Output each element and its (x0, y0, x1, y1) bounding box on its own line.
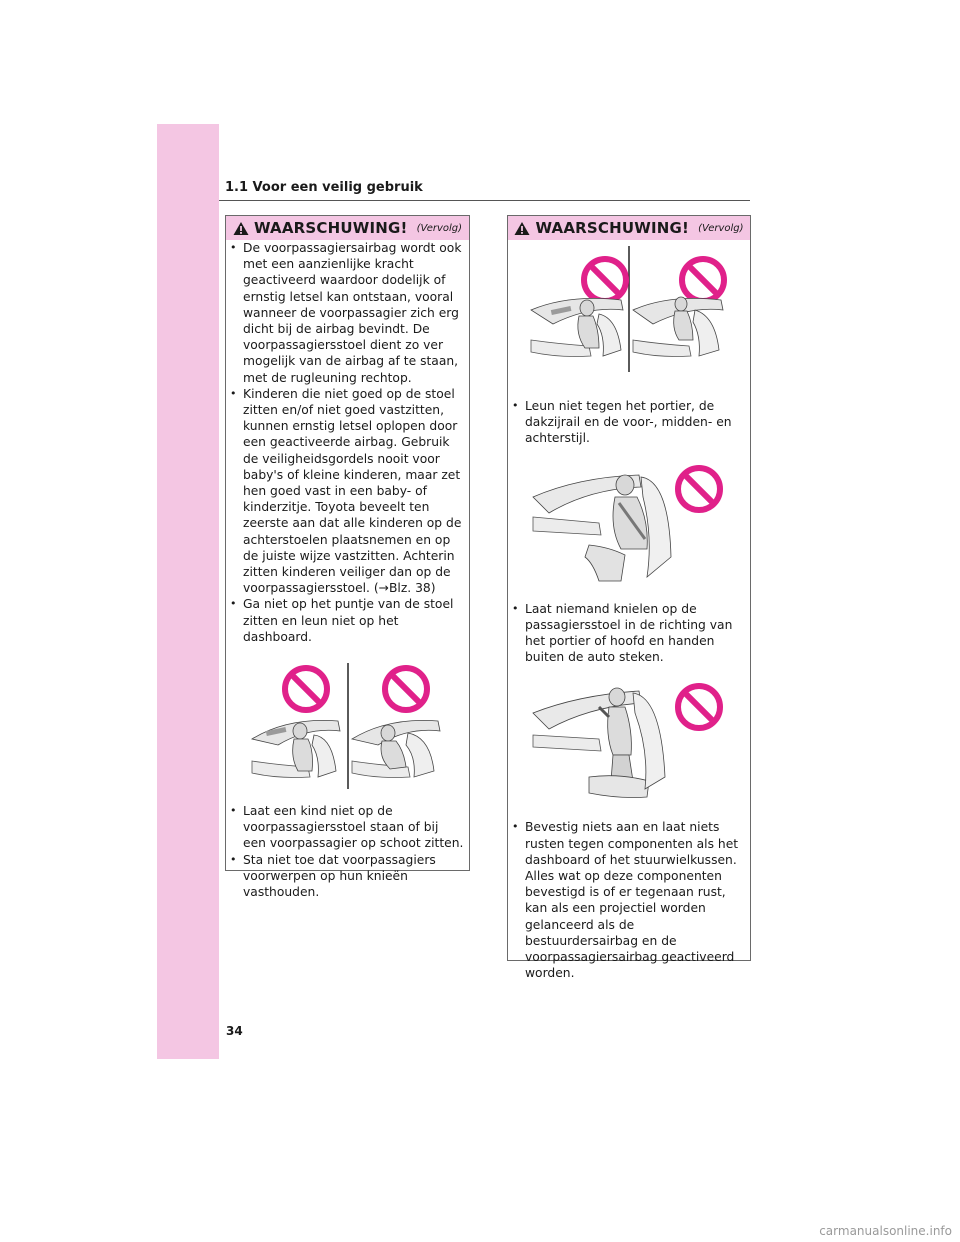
warning-list (226, 240, 469, 645)
list-item: • Kinderen die niet goed op de stoel zitten en/of niet goed vastzitten, kunnen ernstig letsel oplopen door een geactiveerde airbag. Gebruik de veiligheidsgordels nooit voor baby's of kleine kinderen, maar zet hen goed vast in een baby- of kinderzitje. Toyota beveelt ten zeerste aan dat alle kinderen op de achterstoelen plaatsnemen en op de juiste wijze vastzitten. Achterin zitten kinderen veiliger dan op de voorpassagiersstoel. (→Blz. 38) (226, 386, 465, 597)
warning-header (226, 216, 469, 240)
prohibition-icon (678, 686, 720, 728)
page-number: 34 (226, 1024, 243, 1038)
list-item: • Ga niet op het puntje van de stoel zitten en leun niet op het dashboard. (226, 596, 465, 645)
warning-subtitle: (Vervolg) (416, 222, 463, 234)
prohibition-icon (385, 668, 427, 710)
illustration-seat-position (248, 661, 448, 791)
list-item: • Laat een kind niet op de voorpassagiersstoel staan of bij een voorpassagier op schoot zitten. (226, 803, 465, 852)
chapter-side-tab (157, 124, 219, 1059)
list-item: • Sta niet toe dat voorpassagiers voorwerpen op hun knieën vasthouden. (226, 852, 465, 901)
prohibition-icon (584, 259, 626, 301)
warning-list (226, 803, 469, 900)
list-item: • Bevestig niets aan en laat niets rusten tegen componenten als het dashboard of het stuurwielkussen. Alles wat op deze componenten bevestigd is of er tegenaan rust, kan als een projectiel worden gelanceerd als de bestuurdersairbag en de voorpassagiersairbag geactiveerd worden. (508, 819, 746, 981)
section-heading: 1.1 Voor een veilig gebruik (225, 180, 423, 195)
illustration-kneeling-seat (529, 677, 729, 807)
warning-list (508, 398, 750, 447)
list-item: • Leun niet tegen het portier, de dakzijrail en de voor-, midden- en achterstijl. (508, 398, 746, 447)
list-item: • De voorpassagiersairbag wordt ook met een aanzienlijke kracht geactiveerd waardoor dodelijk of ernstig letsel kan ontstaan, vooral wanneer de voorpassagier zich erg dicht bij de airbag bevindt. De voorpassagiersstoel dient zo ver mogelijk van de airbag af te staan, met de rugleuning rechtop. (226, 240, 465, 386)
list-item: • Laat niemand knielen op de passagiersstoel in de richting van het portier of hoofd en handen buiten de auto steken. (508, 601, 746, 666)
prohibition-icon (678, 468, 720, 510)
illustration-leaning-door (529, 457, 729, 587)
prohibition-icon (285, 668, 327, 710)
warning-header (508, 216, 750, 240)
prohibition-icon (682, 259, 724, 301)
heading-rule (219, 200, 750, 201)
warning-triangle-icon (514, 221, 530, 236)
warning-title: WAARSCHUWING! (535, 219, 690, 237)
illustration-child-seat (529, 244, 729, 374)
warning-list (508, 819, 750, 981)
warning-box-right (507, 215, 751, 981)
footer-watermark: carmanualsonline.info (819, 1224, 952, 1238)
warning-triangle-icon (233, 221, 249, 236)
warning-title: WAARSCHUWING! (253, 219, 408, 237)
warning-subtitle: (Vervolg) (698, 222, 744, 234)
warning-list (508, 601, 750, 666)
warning-box-left (225, 215, 470, 900)
